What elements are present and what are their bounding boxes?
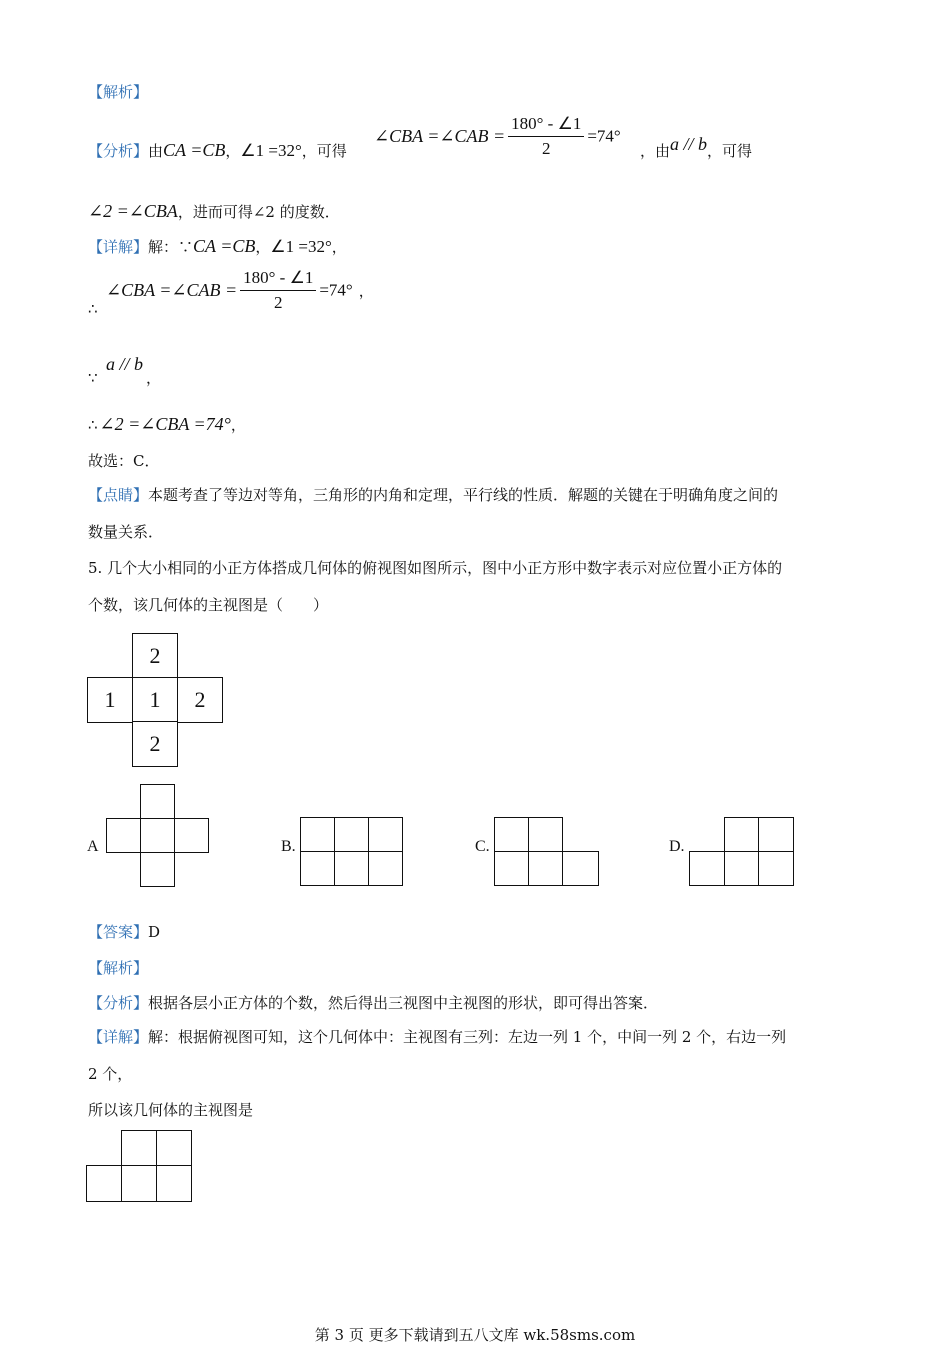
q4-analysis-line1 [88,140,347,161]
option-cell [494,817,529,852]
option-cell [494,851,529,886]
q5-analysis [88,993,658,1013]
text: ， [358,282,374,300]
jiexi-tag: 【解析】 [88,83,149,101]
q4-step2 [106,354,143,375]
math-parallel: a // b [670,134,708,154]
math-eq-rhs: =74° [319,280,353,300]
fraction-bottom: 2 [541,139,551,158]
text: ， [230,416,246,434]
math-angle1: ∠1 =32° [270,237,332,256]
option-cell [368,817,403,852]
option-cell [334,817,369,852]
q4-step1-equation [106,268,374,313]
option-cell [528,817,563,852]
q5-jiexi-tag: 【解析】 [88,959,149,977]
q4-dianjing-1 [88,485,778,505]
text: ， [255,238,271,256]
text: ，由 [640,142,671,160]
math-angle2-result: ∠2 =∠CBA =74° [99,414,231,434]
q5-detail-2: 2 个， [88,1065,133,1083]
front-view-cell [156,1165,192,1202]
q4-analysis-line2 [88,201,340,222]
text: ， [146,369,162,387]
xiangjie-tag: 【详解】 [88,1028,149,1046]
text: 根据各层小正方体的个数，然后得出三视图中主视图的形状，即可得出答案． [148,994,659,1012]
text: 由 [148,142,164,160]
fenxi-tag: 【分析】 [88,994,149,1012]
option-cell [334,851,369,886]
option-cell [140,784,175,819]
option-cell [368,851,403,886]
q4-analysis-line1-tail [640,134,753,161]
fraction-bottom: 2 [273,293,283,312]
math-parallel: a // b [106,354,144,374]
option-cell [689,851,725,886]
option-cell [140,852,175,887]
option-b-label: B. [281,838,296,855]
q5-conclusion: 所以该几何体的主视图是 [88,1101,254,1119]
answer-value: D [148,923,161,941]
text: 解：∵ [148,238,194,256]
q4-analysis-equation [374,114,621,159]
count-top: 2 [149,643,161,668]
option-d-label: D. [669,838,685,855]
option-cell [300,851,335,886]
q4-because [88,368,98,388]
text: ，可得 [707,142,753,160]
q5-stem-1: 5. 几个大小相同的小正方体搭成几何体的俯视图如图所示，图中小正方形中数字表示对应位置小正方体的 [88,559,783,577]
text: ， [331,238,347,256]
option-cell [562,851,599,886]
option-cell [140,818,175,853]
option-cell [724,817,759,852]
fraction [508,114,584,159]
because-symbol: ∵ [88,369,98,387]
math-ca-cb: CA =CB [193,236,256,256]
count-left: 1 [104,687,116,712]
option-a-label: A [87,838,99,855]
front-view-cell [121,1130,157,1166]
option-cell [300,817,335,852]
dianjing-tag: 【点睛】 [88,486,149,504]
therefore-symbol: ∴ [88,416,98,434]
math-eq-lhs: ∠CBA =∠CAB = [106,280,238,300]
fraction [240,268,316,313]
q4-step3 [88,414,246,435]
q5-detail-1 [88,1027,786,1047]
daan-tag: 【答案】 [88,923,149,941]
fraction-top: 180° - ∠1 [508,114,584,137]
count-bottom: 2 [149,731,161,756]
option-cell [174,818,209,853]
page-footer: 第 3 页 更多下载请到五八文库 wk.58sms.com [314,1326,636,1344]
q4-detail-line1 [88,236,347,257]
math-eq-rhs: =74° [587,126,621,146]
xiangjie-tag: 【详解】 [88,238,149,256]
count-center: 1 [149,687,161,712]
fraction-top: 180° - ∠1 [240,268,316,291]
text: ， [225,142,241,160]
option-cell [106,818,141,853]
q4-choice: 故选：C． [88,452,160,470]
option-cell [758,817,794,852]
front-view-cell [86,1165,122,1202]
option-cell [758,851,794,886]
text: 本题考查了等边对等角，三角形的内角和定理，平行线的性质．解题的关键在于明确角度之间的 [148,486,779,504]
math-ca-cb: CA =CB [163,140,226,160]
q5-answer [88,922,160,942]
text: ，进而可得∠2 的度数． [177,203,340,221]
therefore-symbol: ∴ [88,300,98,318]
option-cell [528,851,563,886]
q5-stem-2: 个数，该几何体的主视图是（ ） [88,596,329,614]
text: 解：根据俯视图可知，这个几何体中：主视图有三列：左边一列 1 个，中间一列 2 个，右边一列 [148,1028,787,1046]
math-eq-lhs: ∠CBA =∠CAB = [374,126,506,146]
math-angle1: ∠1 =32° [240,141,302,160]
option-c-label: C. [475,838,490,855]
math-angle2: ∠2 =∠CBA [88,201,178,221]
q4-therefore-1 [88,299,98,319]
q4-step2-end [146,368,161,388]
q4-dianjing-2: 数量关系． [88,523,164,541]
text: ，可得 [301,142,347,160]
front-view-cell [156,1130,192,1166]
fenxi-tag: 【分析】 [88,142,149,160]
count-right: 2 [194,687,206,712]
option-cell [724,851,759,886]
front-view-cell [121,1165,157,1202]
